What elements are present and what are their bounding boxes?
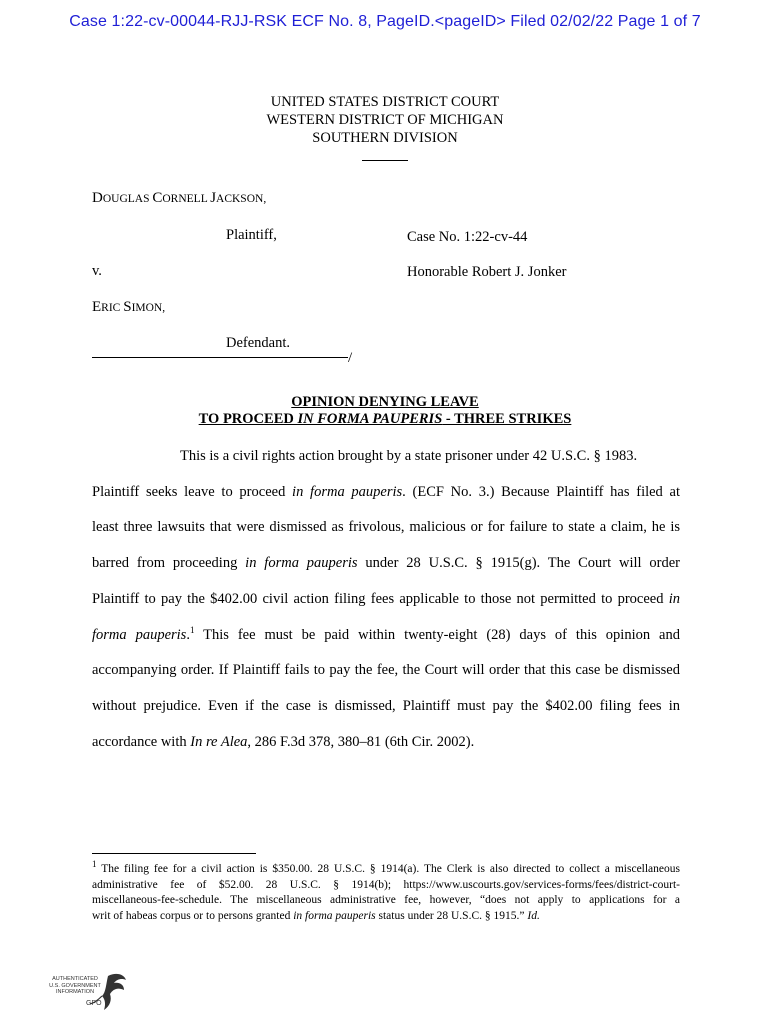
defendant-role: Defendant.	[226, 335, 291, 351]
title-line-2: TO PROCEED IN FORMA PAUPERIS - THREE STRIKES	[198, 411, 572, 427]
body-line-3: least three lawsuits that were dismissed as frivolous, malicious or for failure to state a claim, he is	[92, 519, 680, 535]
plaintiff-name: DOUGLAS CORNELL JACKSON,	[92, 190, 267, 206]
footnote-rule	[92, 853, 256, 854]
ecf-header: Case 1:22-cv-00044-RJJ-RSK ECF No. 8, PageID.<pageID> Filed 02/02/22 Page 1 of 7	[69, 13, 701, 30]
footnote-line-2: administrative fee of $52.00. 28 U.S.C. § 1914(b); https://www.uscourts.gov/services-forms/fees/district-court-	[92, 878, 680, 891]
logo-text: AUTHENTICATED U.S. GOVERNMENT INFORMATION	[49, 976, 101, 995]
footnote-line-4: writ of habeas corpus or to persons granted in forma pauperis status under 28 U.S.C. § 1915.” Id.	[92, 909, 540, 922]
eagle-icon	[44, 970, 134, 1014]
court-heading	[0, 93, 770, 166]
footnote-line-3: miscellaneous-fee-schedule. The miscellaneous administrative fee, however, “does not apply to applications for a	[92, 894, 680, 906]
judge-name: Honorable Robert J. Jonker	[407, 264, 567, 280]
heading-rule	[362, 160, 408, 161]
caption-slash: /	[348, 350, 353, 366]
court-division: SOUTHERN DIVISION	[312, 130, 458, 146]
case-number: Case No. 1:22-cv-44	[407, 229, 528, 245]
plaintiff-role: Plaintiff,	[226, 227, 277, 243]
body-line-8: without prejudice. Even if the case is dismissed, Plaintiff must pay the $402.00 filing fees in	[92, 698, 680, 714]
footnote-ref: 1	[189, 625, 195, 636]
footnote-line-1: $^1$ The filing fee for a civil action is $350.00. 28 U.S.C. § 1914(a). The Clerk is also directed to collect a miscellaneous	[92, 859, 680, 875]
defendant-name: ERIC SIMON,	[92, 299, 166, 315]
body-line-4: barred from proceeding in forma pauperis under 28 U.S.C. § 1915(g). The Court will order	[92, 555, 680, 571]
gpo-authentication-logo	[44, 970, 134, 1014]
body-line-6: forma pauperis.$^1$ This fee must be paid within twenty-eight (28) days of this opinion and	[92, 625, 680, 643]
body-line-2: Plaintiff seeks leave to proceed in forma pauperis. (ECF No. 3.) Because Plaintiff has filed at	[92, 484, 680, 500]
logo-gpo: GPO	[86, 1000, 102, 1007]
court-name: UNITED STATES DISTRICT COURT	[270, 94, 500, 110]
opinion-title	[0, 394, 770, 428]
body-line-9: accordance with In re Alea, 286 F.3d 378, 380–81 (6th Cir. 2002).	[92, 734, 475, 750]
title-line-1: OPINION DENYING LEAVE	[291, 394, 479, 410]
body-line-7: accompanying order. If Plaintiff fails to pay the fee, the Court will order that this case be dismissed	[92, 662, 680, 678]
body-line-5: Plaintiff to pay the $402.00 civil action filing fees applicable to those not permitted to proceed in	[92, 591, 680, 607]
caption-rule	[92, 357, 348, 358]
court-district: WESTERN DISTRICT OF MICHIGAN	[266, 112, 504, 128]
body-line-1: This is a civil rights action brought by a state prisoner under 42 U.S.C. § 1983.	[180, 448, 638, 464]
footnote	[92, 859, 680, 924]
versus: v.	[92, 263, 102, 279]
